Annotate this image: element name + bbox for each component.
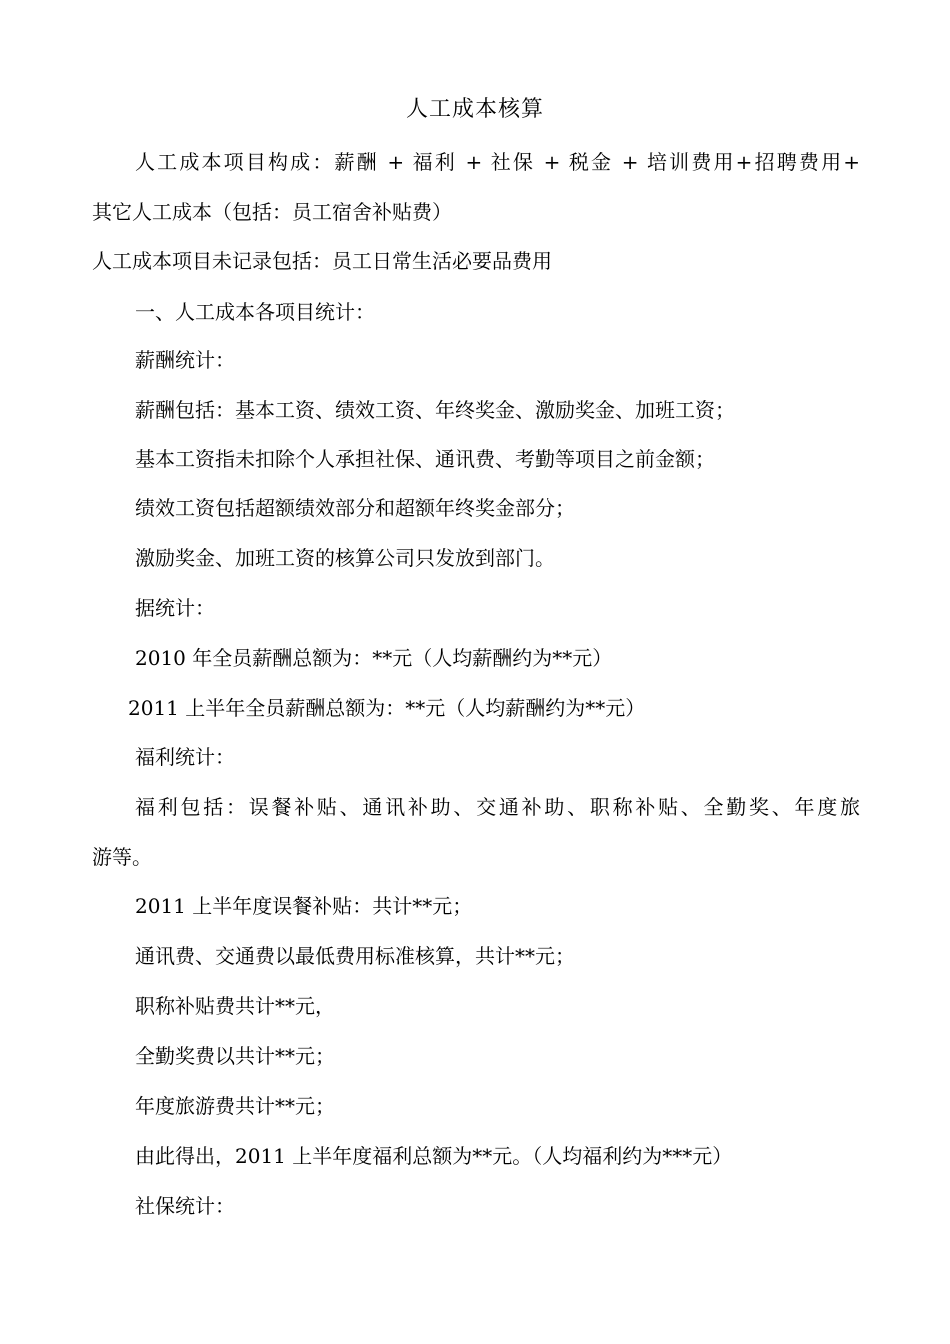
subheading-welfare: 福利统计： xyxy=(135,745,235,769)
paragraph-salary-includes: 薪酬包括：基本工资、绩效工资、年终奖金、激励奖金、加班工资； xyxy=(135,398,735,422)
paragraph-welfare-total: 由此得出，2011 上半年度福利总额为**元。（人均福利约为***元） xyxy=(135,1144,733,1168)
page-title: 人工成本核算 xyxy=(405,97,544,122)
paragraph-composition-line1: 人工成本项目构成：薪酬 + 福利 + 社保 + 税金 + 培训费用+招聘费用+ xyxy=(135,150,860,174)
section-heading-statistics: 一、人工成本各项目统计： xyxy=(135,300,375,324)
paragraph-attendance-bonus: 全勤奖费以共计**元； xyxy=(135,1044,335,1068)
paragraph-2011-salary: 2011 上半年全员薪酬总额为：**元（人均薪酬约为**元） xyxy=(128,696,646,720)
paragraph-meal-allowance: 2011 上半年度误餐补贴：共计**元； xyxy=(135,894,473,918)
paragraph-communication-transport: 通讯费、交通费以最低费用标准核算，共计**元； xyxy=(135,944,575,968)
paragraph-statistics-intro: 据统计： xyxy=(135,596,215,620)
paragraph-2010-salary: 2010 年全员薪酬总额为：**元（人均薪酬约为**元） xyxy=(135,646,613,670)
paragraph-base-salary: 基本工资指未扣除个人承担社保、通讯费、考勤等项目之前金额； xyxy=(135,447,715,471)
paragraph-welfare-includes-line1: 福利包括：误餐补贴、通讯补助、交通补助、职称补贴、全勤奖、年度旅 xyxy=(135,795,860,819)
subheading-social-insurance: 社保统计： xyxy=(135,1194,235,1218)
paragraph-performance-salary: 绩效工资包括超额绩效部分和超额年终奖金部分； xyxy=(135,496,575,520)
paragraph-unrecorded: 人工成本项目未记录包括：员工日常生活必要品费用 xyxy=(92,249,552,273)
paragraph-composition-line2: 其它人工成本（包括：员工宿舍补贴费） xyxy=(92,200,452,224)
paragraph-title-allowance: 职称补贴费共计**元， xyxy=(135,994,335,1018)
paragraph-bonus-overtime: 激励奖金、加班工资的核算公司只发放到部门。 xyxy=(135,546,555,570)
subheading-salary: 薪酬统计： xyxy=(135,348,235,372)
paragraph-travel-expense: 年度旅游费共计**元； xyxy=(135,1094,335,1118)
paragraph-welfare-includes-line2: 游等。 xyxy=(92,845,152,869)
